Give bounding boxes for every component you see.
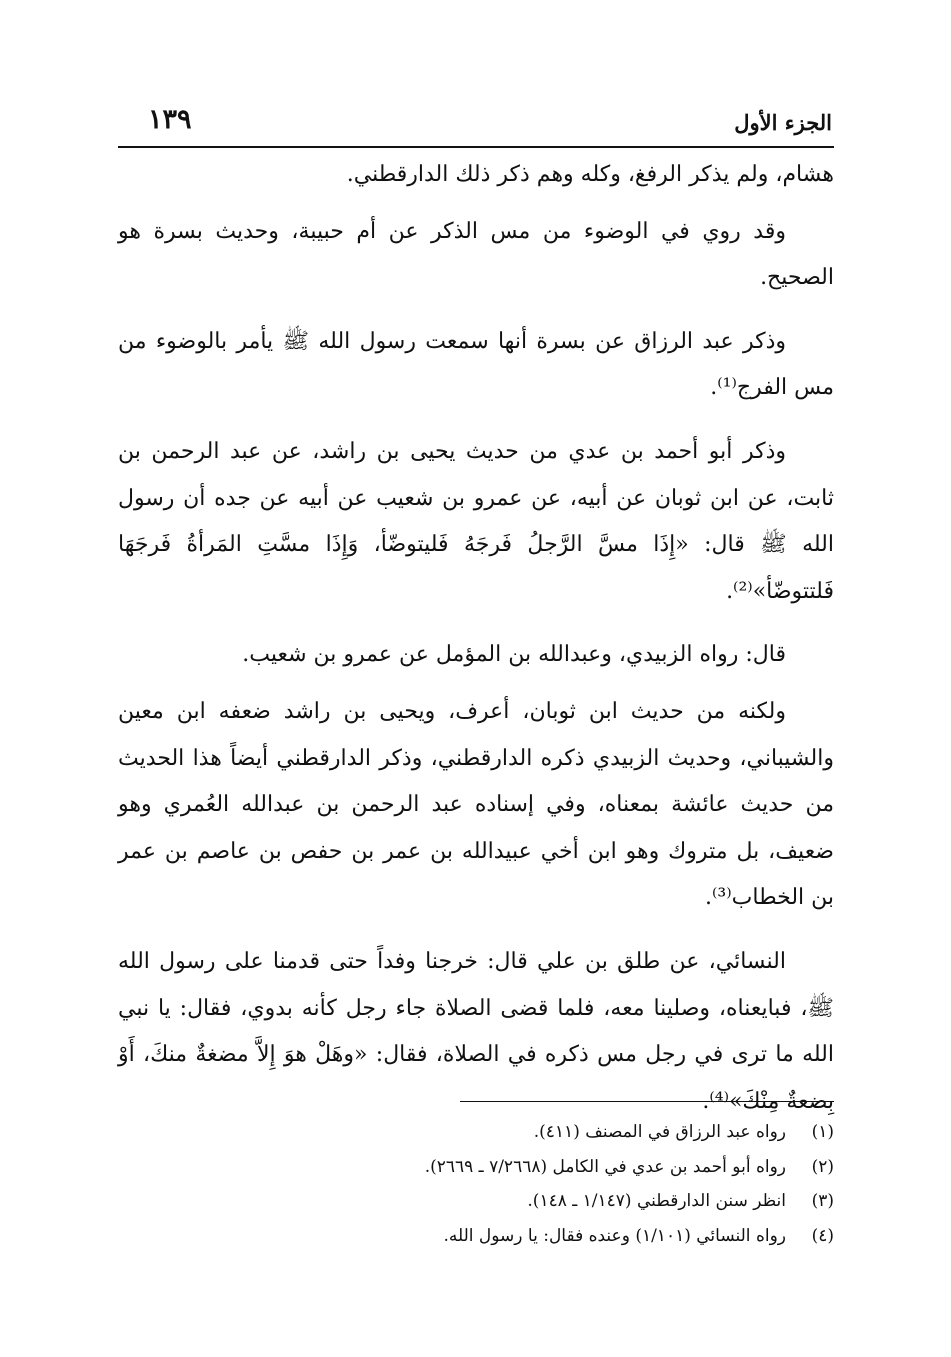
footnote-number: (٢) [811,1156,834,1177]
footnote-1 [118,1115,834,1150]
header-rule [118,146,834,148]
footnote-text: انظر سنن الدارقطني (١/١٤٧ ـ ١٤٨). [527,1191,786,1211]
page-number: ١٣٩ [148,104,192,135]
footnote-text: رواه النسائي (١/١٠١) وعنده فقال: يا رسول الله. [443,1225,786,1246]
footnotes [118,1115,834,1253]
footnote-rule [460,1101,834,1102]
footnote-number: (١) [811,1122,834,1142]
paragraph-6: ولكنه من حديث ابن ثوبان، أعرف، ويحيى بن راشد ضعفه ابن معين والشيباني، وحديث الزبيدي ذكره الدارقطني، وذكر الدارقطني أيضاً هذا الحديث من حديث عائشة بمعناه، وفي إسناده عبد الرحمن بن عبدالله العُمري وهو ضعيف، بل متروك وهو ابن أخي عبيدالله بن عمر بن حفص بن عاصم بن عمر بن الخطاب⁽³⁾. [118,698,834,911]
paragraph-1: هشام، ولم يذكر الرفغ، وكله وهم ذكر ذلك الدارقطني. [346,162,834,187]
paragraph-7: النسائي، عن طلق بن علي قال: خرجنا وفداً حتى قدمنا على رسول الله ﷺ، فبايعناه، وصلينا معه، فلما قضى الصلاة جاء رجل كأنه بدوي، فقال: يا نبي الله ما ترى في رجل مس ذكره في الصلاة، فقال: «وهَلْ هوَ إِلاَّ مضغةٌ منكَ، أَوْ بِضعةٌ مِنْكَ»⁽⁴⁾. [118,948,834,1114]
footnote-3 [118,1184,834,1219]
page-header [118,104,834,144]
footnote-number: (٣) [811,1191,834,1211]
paragraph-4: وذكر أبو أحمد بن عدي من حديث يحيى بن راشد، عن عبد الرحمن بن ثابت، عن ابن ثوبان عن أبيه، عن عمرو بن شعيب عن أبيه عن جده أن رسول الله ﷺ قال: «إِذَا مسَّ الرَّجلُ فَرجَهُ فَليتوضّأ، وَإِذَا مسَّتِ المَرأةُ فَرجَهَا فَلتتوضّأ»⁽²⁾. [118,438,834,604]
footnote-text: رواه أبو أحمد بن عدي في الكامل (٧/٢٦٦٨ ـ ٢٦٦٩). [424,1156,786,1177]
footnote-text: رواه عبد الرزاق في المصنف (٤١١). [533,1122,786,1142]
footnote-2 [118,1150,834,1185]
footnote-4 [118,1219,834,1254]
paragraph-5: قال: رواه الزبيدي، وعبدالله بن المؤمل عن عمرو بن شعيب. [242,642,786,668]
running-head: الجزء الأول [734,110,832,135]
body-text [118,152,834,1142]
footnote-number: (٤) [811,1225,834,1246]
paragraph-3: وذكر عبد الرزاق عن بسرة أنها سمعت رسول الله ﷺ يأمر بالوضوء من مس الفرج⁽¹⁾. [118,328,834,401]
paragraph-2: وقد روي في الوضوء من مس الذكر عن أم حبيبة، وحديث بسرة هو الصحيح. [118,218,834,291]
